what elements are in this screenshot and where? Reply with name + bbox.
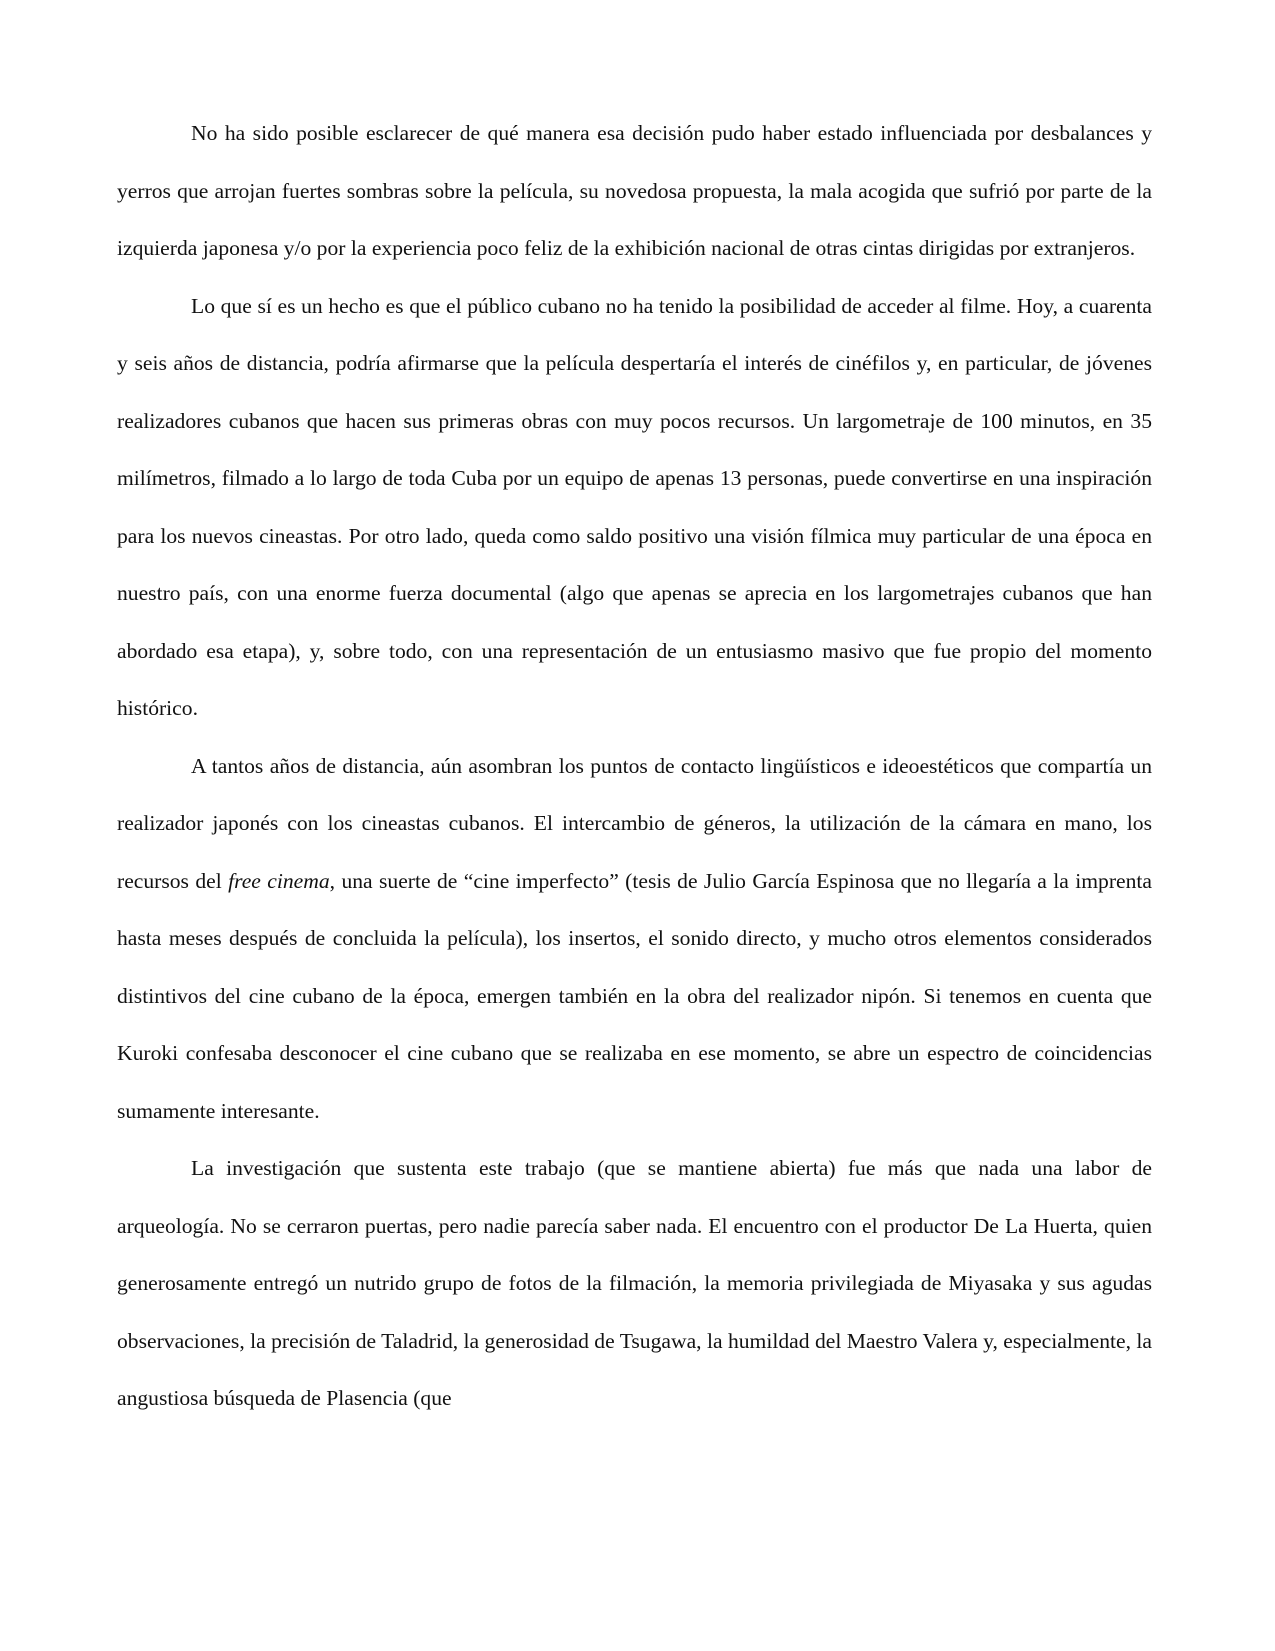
paragraph-2: Lo que sí es un hecho es que el público cubano no ha tenido la posibilidad de acceder al filme. Hoy, a cuarenta y seis años de distancia, podría afirmarse que la película despertaría el interés de cinéfilos y, en particular, de jóvenes realizadores cubanos que hacen sus primeras obras con muy pocos recursos. Un largometraje de 100 minutos, en 35 milímetros, filmado a lo largo de toda Cuba por un equipo de apenas 13 personas, puede convertirse en una inspiración para los nuevos cineastas. Por otro lado, queda como saldo positivo una visión fílmica muy particular de una época en nuestro país, con una enorme fuerza documental (algo que apenas se aprecia en los largometrajes cubanos que han abordado esa etapa), y, sobre todo, con una representación de un entusiasmo masivo que fue propio del momento histórico. (117, 293, 1152, 720)
paragraph-1: No ha sido posible esclarecer de qué manera esa decisión pudo haber estado influenciada por desbalances y yerros que arrojan fuertes sombras sobre la película, su novedosa propuesta, la mala acogida que sufrió por parte de la izquierda japonesa y/o por la experiencia poco feliz de la exhibición nacional de otras cintas dirigidas por extranjeros. (117, 121, 1152, 260)
paragraph-3-italic-term: free cinema (228, 868, 330, 893)
paragraph-4: La investigación que sustenta este trabajo (que se mantiene abierta) fue más que nada una labor de arqueología. No se cerraron puertas, pero nadie parecía saber nada. El encuentro con el productor De La Huerta, quien generosamente entregó un nutrido grupo de fotos de la filmación, la memoria privilegiada de Miyasaka y sus agudas observaciones, la precisión de Taladrid, la generosidad de Tsugawa, la humildad del Maestro Valera y, especialmente, la angustiosa búsqueda de Plasencia (que (117, 1156, 1152, 1410)
body-text (117, 105, 1152, 1428)
paragraph-3-text-end: , una suerte de “cine imperfecto” (tesis de Julio García Espinosa que no llegaría a la imprenta hasta meses después de concluida la película), los insertos, el sonido directo, y mucho otros elementos considerados distintivos del cine cubano de la época, emergen también en la obra del realizador nipón. Si tenemos en cuenta que Kuroki confesaba desconocer el cine cubano que se realizaba en ese momento, se abre un espectro de coincidencias sumamente interesante. (117, 868, 1152, 1123)
paragraph-3 (117, 738, 1152, 1141)
paragraph-3-text-start: A tantos años de distancia, aún asombran los puntos de contacto lingüísticos e ideoestéticos que compartía un realizador japonés con los cineastas cubanos. El intercambio de géneros, la utilización de la cámara en mano, los recursos del (117, 753, 1152, 893)
